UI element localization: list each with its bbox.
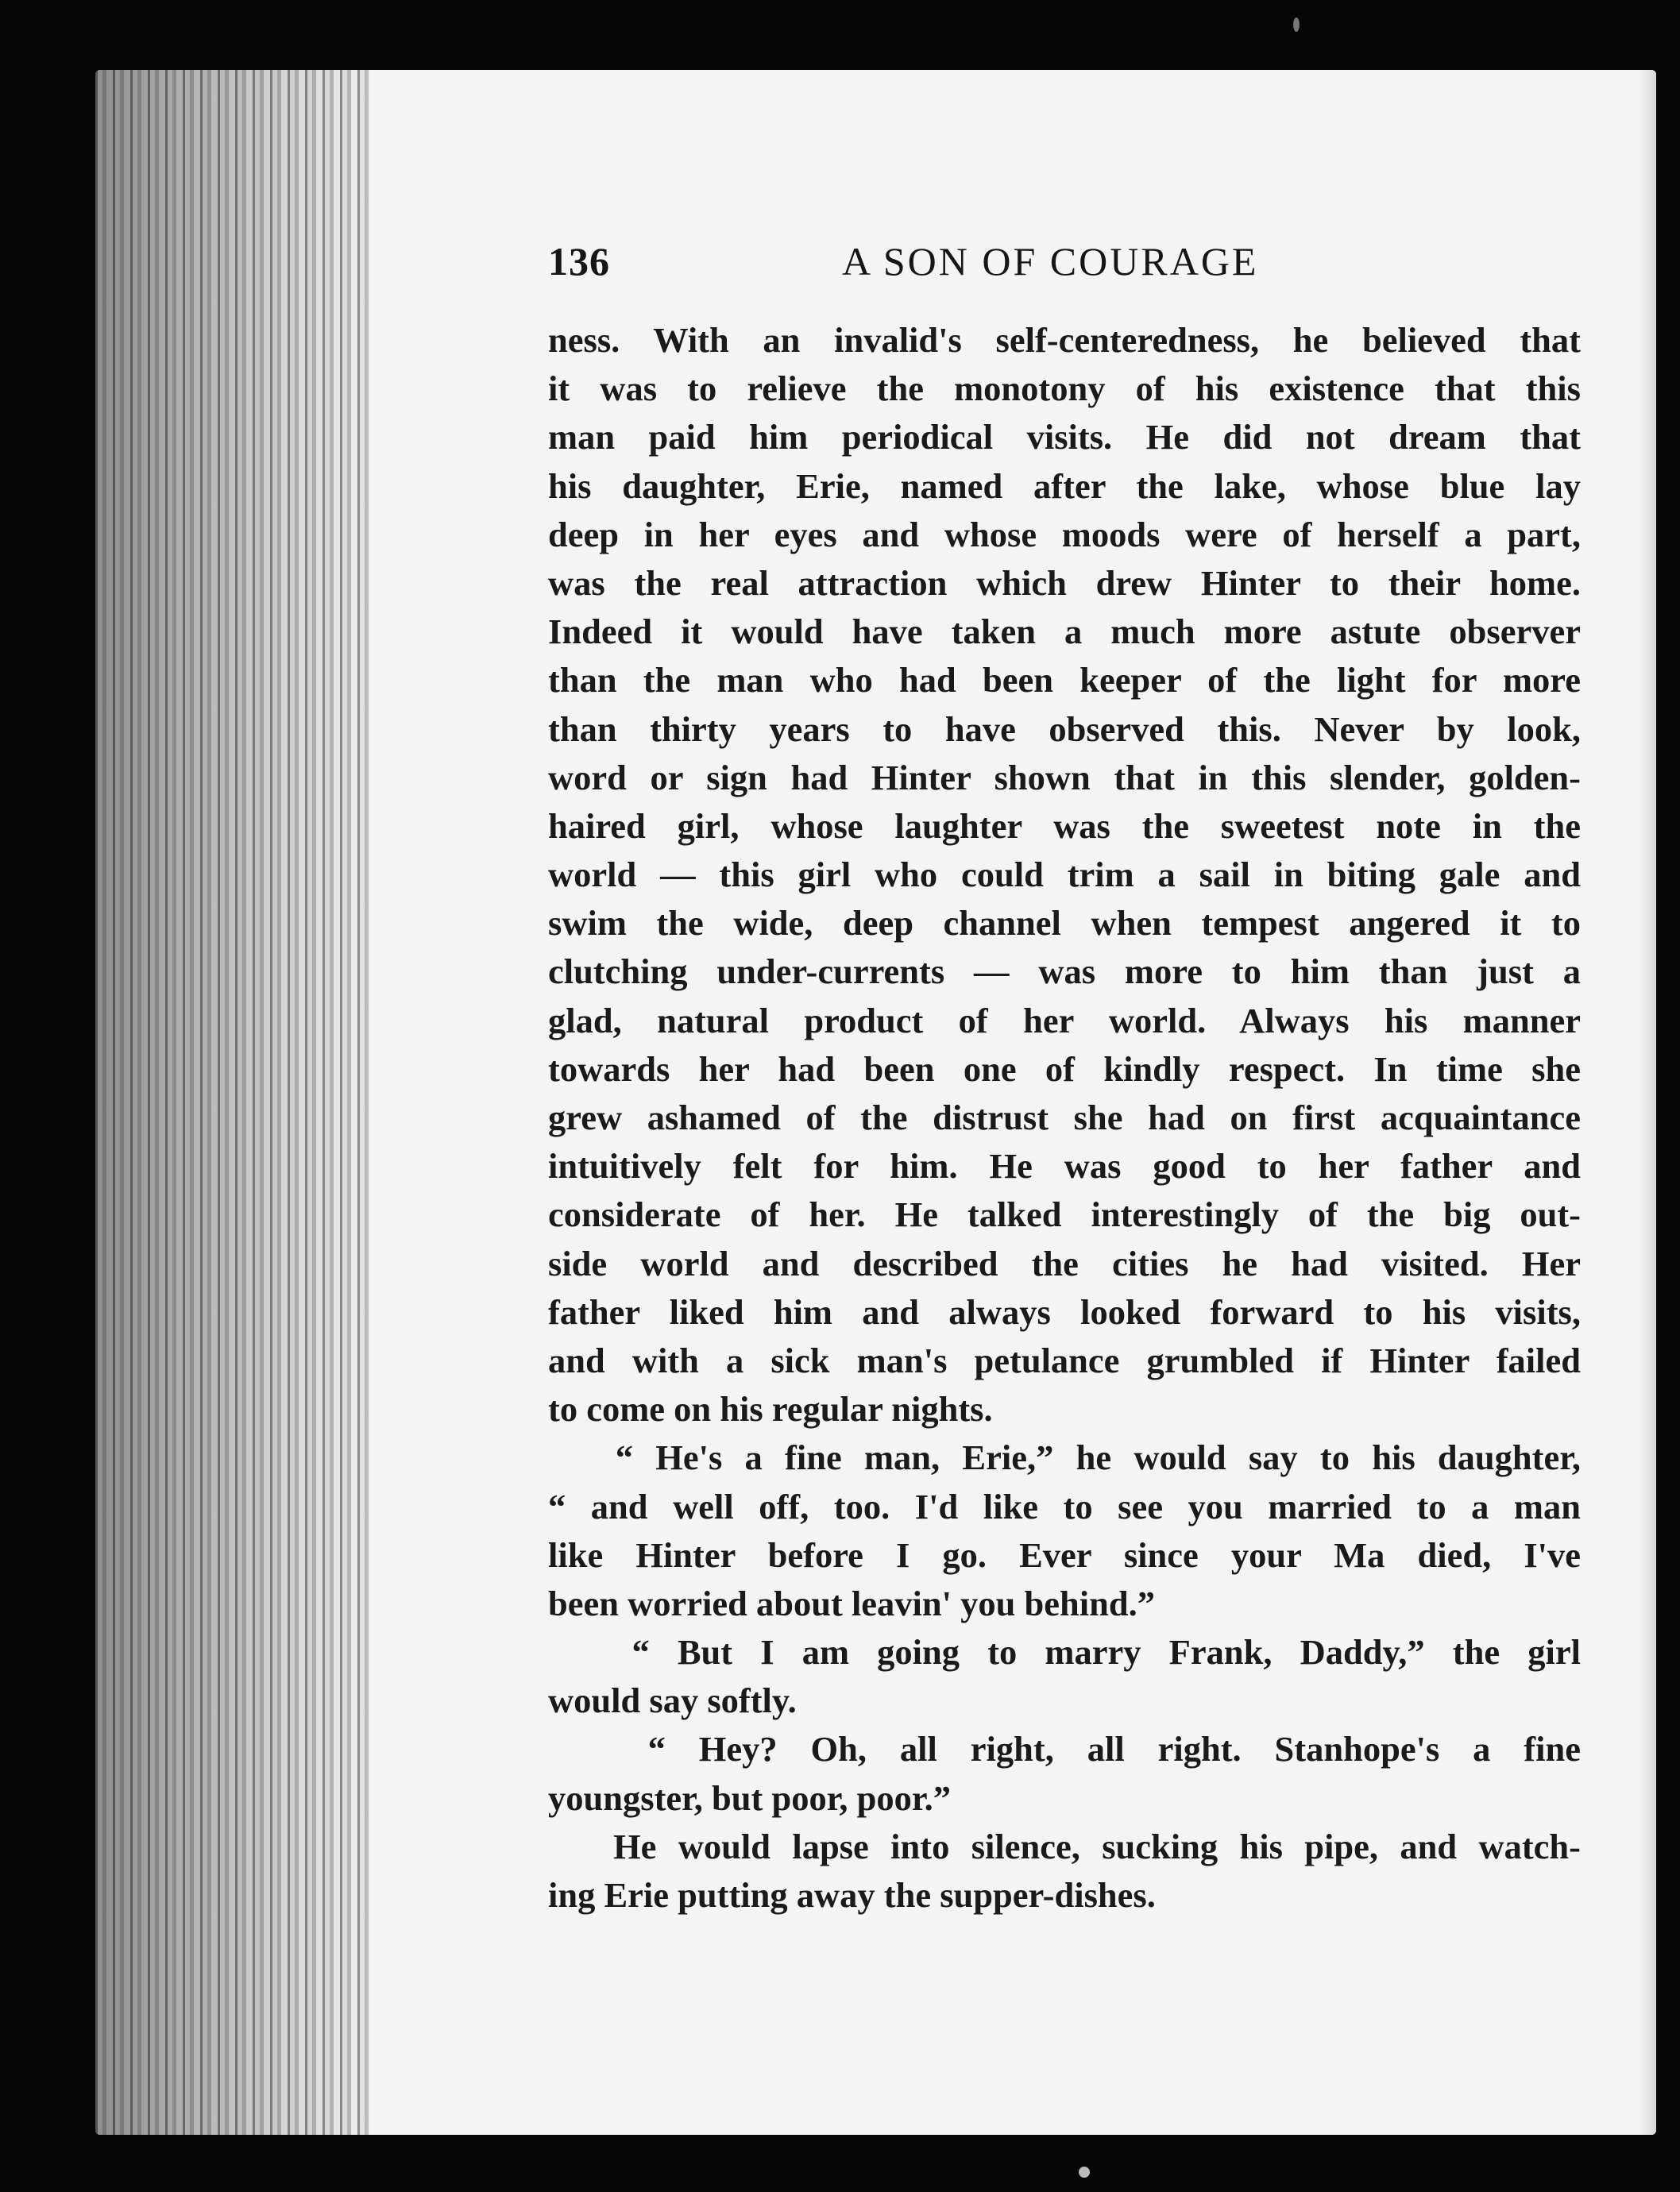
text-line: was the real attraction which drew Hinter to their home. xyxy=(548,562,1581,603)
text-line: side world and described the cities he had visited. Her xyxy=(548,1243,1581,1283)
text-line: Indeed it would have taken a much more astute observer xyxy=(548,612,1581,652)
text-line: father liked him and always looked forward to his visits, xyxy=(548,1291,1581,1332)
text-line: grew ashamed of the distrust she had on first acquaintance xyxy=(548,1098,1581,1137)
text-line: than the man who had been keeper of the light for more xyxy=(548,660,1581,700)
text-line: “ But I am going to marry Frank, Daddy,” the girl xyxy=(548,1632,1581,1673)
text-line: like Hinter before I go. Ever since your Ma died, I've xyxy=(548,1534,1581,1575)
page-number: 136 xyxy=(548,239,610,284)
text-line: and with a sick man's petulance grumbled if Hinter failed xyxy=(548,1340,1581,1380)
text-line: been worried about leavin' you behind.” xyxy=(548,1583,1156,1623)
text-line: haired girl, whose laughter was the sweetest note in the xyxy=(548,805,1581,846)
running-title: A SON OF COURAGE xyxy=(842,239,1259,284)
text-line: glad, natural product of her world. Always his manner xyxy=(548,1000,1581,1040)
text-line: his daughter, Erie, named after the lake, whose blue lay xyxy=(548,465,1581,506)
text-line: considerate of her. He talked interestingly of the big out- xyxy=(548,1194,1581,1235)
text-line: swim the wide, deep channel when tempest angered it to xyxy=(548,903,1581,944)
text-line: youngster, but poor, poor.” xyxy=(548,1777,951,1818)
text-line: would say softly. xyxy=(548,1681,797,1721)
text-line: word or sign had Hinter shown that in this slender, golden- xyxy=(548,757,1581,797)
text-line: intuitively felt for him. He was good to her father and xyxy=(548,1146,1581,1187)
text-line: ness. With an invalid's self-centeredness, he believed that xyxy=(548,320,1581,360)
text-line: it was to relieve the monotony of his existence that this xyxy=(548,369,1581,409)
text-line: to come on his regular nights. xyxy=(548,1389,993,1430)
text-line: towards her had been one of kindly respect. In time she xyxy=(548,1048,1581,1089)
body-text xyxy=(548,316,1581,1920)
text-line: “ He's a fine man, Erie,” he would say to his daughter, xyxy=(548,1438,1581,1478)
text-line: ing Erie putting away the supper-dishes. xyxy=(548,1875,1156,1915)
page-edge xyxy=(1639,70,1656,2135)
text-line: “ and well off, too. I'd like to see you married to a man xyxy=(548,1486,1581,1526)
text-line: clutching under-currents — was more to him than just a xyxy=(548,951,1581,992)
text-line: world — this girl who could trim a sail in biting gale and xyxy=(548,855,1581,895)
text-line: than thirty years to have observed this. Never by look, xyxy=(548,708,1581,749)
dust-speck xyxy=(1293,17,1300,32)
book-gutter xyxy=(95,70,369,2135)
dust-speck xyxy=(1079,2167,1090,2178)
text-line: deep in her eyes and whose moods were of herself a part, xyxy=(548,514,1581,554)
text-line: man paid him periodical visits. He did not dream that xyxy=(548,417,1581,457)
text-line: He would lapse into silence, sucking his pipe, and watch- xyxy=(548,1826,1581,1866)
text-line: “ Hey? Oh, all right, all right. Stanhope's a fine xyxy=(548,1729,1581,1769)
page-header xyxy=(548,238,1573,294)
